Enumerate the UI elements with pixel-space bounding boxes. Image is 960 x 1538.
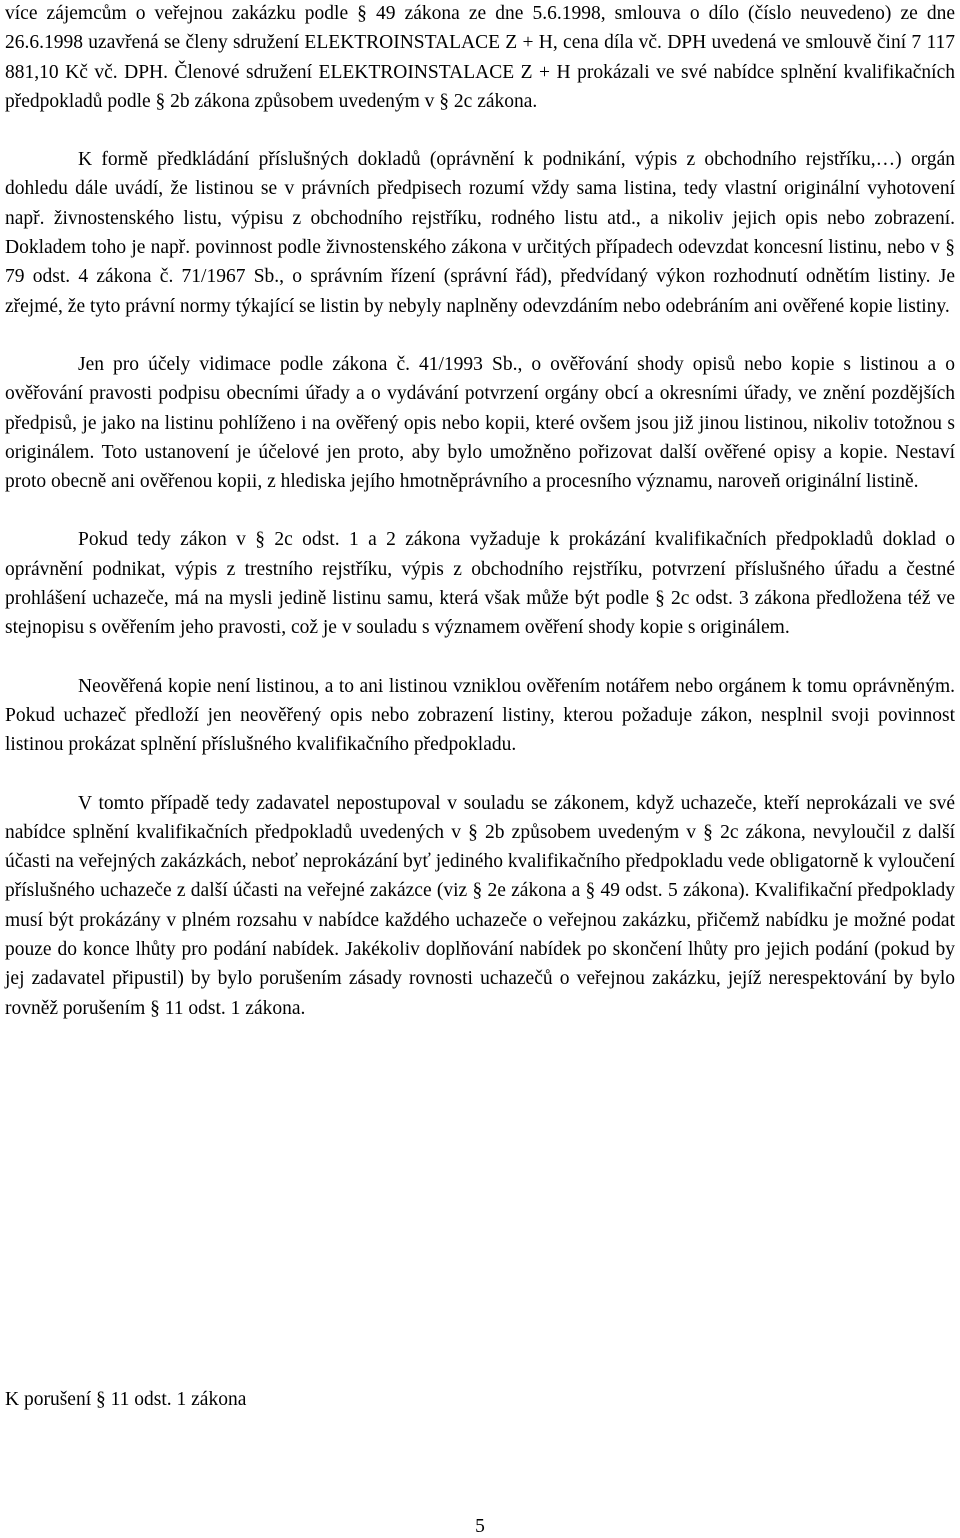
paragraph-gap (5, 496, 955, 525)
paragraph-1: více zájemcům o veřejnou zakázku podle § 49 zákona ze dne 5.6.1998, smlouva o dílo (číslo neuvedeno) ze dne 26.6.1998 uzavřená se členy sdružení ELEKTROINSTALACE Z + H, cena díla vč. DPH uvedená ve smlouvě činí 7 117 881,10 Kč vč. DPH. Členové sdružení ELEKTROINSTALACE Z + H prokázali ve své nabídce splnění kvalifikačních předpokladů podle § 2b zákona způsobem uvedeným v § 2c zákona. (5, 3, 955, 112)
paragraph-gap (5, 643, 955, 672)
document-body (5, 0, 955, 1023)
paragraph-gap (5, 760, 955, 789)
page-number: 5 (475, 1516, 485, 1537)
paragraph-5: Neověřená kopie není listinou, a to ani listinou vzniklou ověřením notářem nebo orgánem k tomu oprávněným. Pokud uchazeč předloží jen neověřený opis nebo zobrazení listiny, kterou požaduje zákon, nesplnil svoji povinnost listinou prokázat splnění příslušného kvalifikačního předpokladu. (5, 675, 955, 756)
paragraph-2: K formě předkládání příslušných dokladů (oprávnění k podnikání, výpis z obchodního rejstříku,…) orgán dohledu dále uvádí, že listinou se v právních předpisech rozumí vždy sama listina, tedy vlastní originální vyhotovení např. živnostenského listu, výpisu z obchodního rejstříku, rodného listu atd., a nikoliv jejich opis nebo zobrazení. Dokladem toho je např. povinnost podle živnostenského zákona v určitých případech odevzdat koncesní listinu, nebo v § 79 odst. 4 zákona č. 71/1967 Sb., o správním řízení (správní řád), předvídaný výkon rozhodnutí odnětím listiny. Je zřejmé, že tyto právní normy týkající se listin by nebyly naplněny odevzdáním nebo odebráním ani ověřené kopie listiny. (5, 149, 955, 317)
paragraph-4: Pokud tedy zákon v § 2c odst. 1 a 2 zákona vyžaduje k prokázání kvalifikačních předpokladů doklad o oprávnění podnikat, výpis z trestního rejstříku, výpis z obchodního rejstříku, potvrzení příslušného úřadu a čestné prohlášení uchazeče, má na mysli jedině listinu samu, která však může být podle § 2c odst. 3 zákona předložena též ve stejnopisu s ověřením jeho pravosti, což je v souladu s významem ověření shody kopie s originálem. (5, 529, 955, 639)
paragraph-gap (5, 321, 955, 350)
section-heading: K porušení § 11 odst. 1 zákona (5, 1389, 247, 1410)
paragraph-gap (5, 116, 955, 145)
paragraph-3: Jen pro účely vidimace podle zákona č. 41/1993 Sb., o ověřování shody opisů nebo kopie s listinou a o ověřování pravosti podpisu obecními úřady a o vydávání potvrzení orgány obcí a okresními úřady, ve znění pozdějších předpisů, je jako na listinu pohlíženo i na ověřený opis nebo kopii, které ovšem jsou již jinou listinou, nikoliv totožnou s originálem. Toto ustanovení je účelové jen proto, aby bylo umožněno pořizovat další ověřené opisy a kopie. Nestaví proto obecně ani ověřenou kopii, z hlediska jejího hmotněprávního a procesního významu, naroveň originální listině. (5, 353, 955, 493)
paragraph-6: V tomto případě tedy zadavatel nepostupoval v souladu se zákonem, když uchazeče, kteří neprokázali ve své nabídce splnění kvalifikačních předpokladů uvedených v § 2b způsobem uvedeným v § 2c zákona, nevyloučil z další účasti na veřejných zakázkách, neboť neprokázání byť jediného kvalifikačního předpokladu vede obligatorně k vyloučení příslušného uchazeče z další účasti na veřejné zakázce (viz § 2e zákona a § 49 odst. 5 zákona). Kvalifikační předpoklady musí být prokázány v plném rozsahu v nabídce každého uchazeče o veřejnou zakázku, přičemž nabídku je možné podat pouze do konce lhůty pro podání nabídek. Jakékoliv doplňování nabídek po skončení lhůty pro jejich podání (pokud by jej zadavatel připustil) by bylo porušením zásady rovnosti uchazečů o veřejnou zakázku, jejíž nerespektování by bylo rovněž porušením § 11 odst. 1 zákona. (5, 792, 955, 1019)
